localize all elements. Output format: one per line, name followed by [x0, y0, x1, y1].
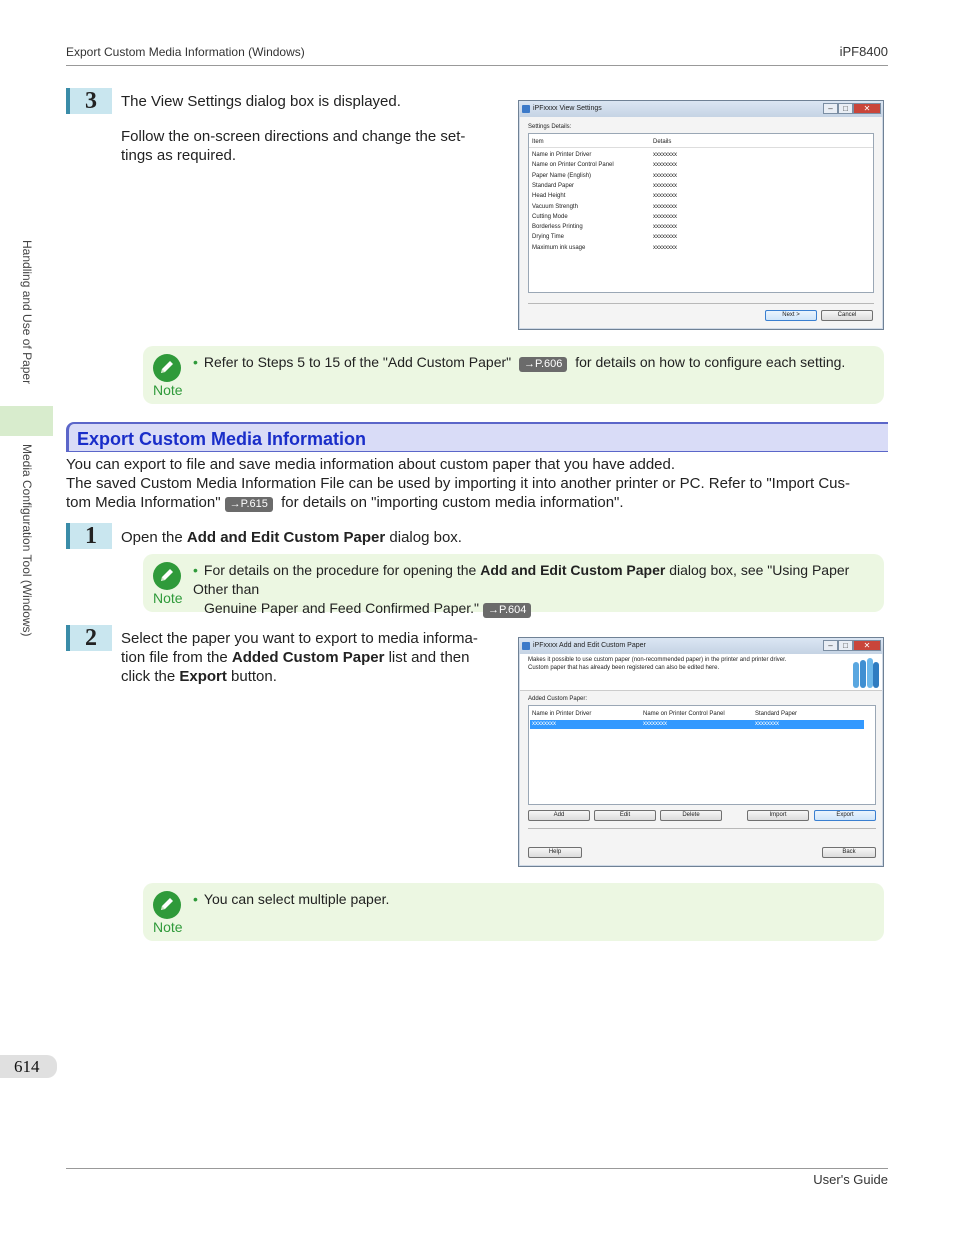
col-header-details: Details	[653, 139, 672, 145]
setting-item-value: xxxxxxxx	[653, 203, 677, 210]
list-item[interactable]	[532, 202, 862, 212]
note-label: Note	[153, 382, 183, 398]
note3-text: • You can select multiple paper.	[193, 891, 390, 907]
note-pencil-icon	[153, 354, 181, 382]
page-ref-link[interactable]: →P.606	[519, 357, 567, 372]
step-number-1: 1	[66, 523, 112, 549]
setting-item-value: xxxxxxxx	[653, 244, 677, 251]
minimize-icon[interactable]: –	[823, 640, 838, 651]
footer-rule	[66, 1168, 888, 1169]
setting-item-name: Vacuum Strength	[532, 203, 578, 210]
help-button[interactable]: Help	[528, 847, 582, 858]
close-icon[interactable]: ✕	[853, 640, 881, 651]
sidebar-section: Media Configuration Tool (Windows)	[20, 444, 34, 637]
col-header-driver-name: Name in Printer Driver	[532, 711, 592, 717]
setting-item-value: xxxxxxxx	[653, 234, 677, 241]
setting-item-value: xxxxxxxx	[653, 152, 677, 158]
dialog-banner	[520, 654, 882, 690]
list-item[interactable]	[532, 171, 862, 181]
dialog-titlebar: iPFxxxx Add and Edit Custom Paper – □ ✕	[519, 638, 883, 654]
step2-text: Select the paper you want to export to media informa- tion file from the Added Custom Paper list and then click the Export button.	[121, 630, 478, 685]
sidebar-tab-marker	[0, 406, 53, 436]
list-item[interactable]	[532, 191, 862, 201]
bullet-icon: •	[193, 562, 198, 578]
page-number-tab	[0, 1055, 57, 1078]
banner-description: Makes it possible to use custom paper (non-recommended paper) in the printer and printer driver. Custom paper that has already been registered can also be edited here.	[528, 657, 787, 671]
list-item[interactable]	[532, 243, 862, 253]
settings-list[interactable]	[528, 133, 874, 293]
section-intro: You can export to file and save media information about custom paper that you have added. The saved Custom Media Information File can be used by importing it into another printer or PC. Refer to "Import Cus- tom Media Information" →P.615 for details on "importing custom media information".	[66, 456, 851, 511]
setting-item-name: Name in Printer Driver	[532, 152, 592, 158]
back-button[interactable]: Back	[822, 847, 876, 858]
close-icon[interactable]: ✕	[853, 103, 881, 114]
setting-item-name: Head Height	[532, 193, 566, 200]
running-header-model: iPF8400	[839, 44, 888, 59]
added-custom-paper-list[interactable]	[528, 705, 876, 805]
list-item[interactable]	[532, 232, 862, 242]
delete-button[interactable]: Delete	[660, 810, 722, 821]
edit-button[interactable]: Edit	[594, 810, 656, 821]
step1-text: Open the Add and Edit Custom Paper dialog box.	[121, 529, 462, 546]
bullet-icon: •	[193, 354, 198, 370]
col-header-item: Item	[532, 139, 544, 145]
section-title: Export Custom Media Information	[77, 429, 367, 449]
dialog-titlebar: iPFxxxx View Settings – □ ✕	[519, 101, 883, 117]
sidebar-chapter: Handling and Use of Paper	[20, 240, 34, 385]
export-button[interactable]: Export	[814, 810, 876, 821]
setting-item-name: Name on Printer Control Panel	[532, 162, 614, 169]
next-button[interactable]: Next >	[765, 310, 817, 321]
app-icon	[522, 642, 530, 650]
setting-item-value: xxxxxxxx	[653, 172, 677, 179]
paper-rolls-icon	[850, 656, 880, 690]
maximize-icon[interactable]: □	[838, 640, 853, 651]
add-edit-custom-paper-dialog	[518, 637, 884, 867]
setting-item-value: xxxxxxxx	[653, 193, 677, 200]
setting-item-name: Paper Name (English)	[532, 172, 592, 179]
table-row[interactable]: xxxxxxxx xxxxxxxx xxxxxxxx	[530, 720, 864, 729]
cancel-button[interactable]: Cancel	[821, 310, 873, 321]
setting-item-value: xxxxxxxx	[653, 224, 677, 231]
list-item[interactable]	[532, 181, 862, 191]
setting-item-value: xxxxxxxx	[653, 162, 677, 169]
maximize-icon[interactable]: □	[838, 103, 853, 114]
list-item[interactable]	[532, 150, 862, 160]
note-pencil-icon	[153, 891, 181, 919]
col-header-standard-paper: Standard Paper	[755, 711, 798, 717]
note-pencil-icon	[153, 562, 181, 590]
note-box-3	[143, 883, 884, 941]
settings-details-label: Settings Details:	[528, 124, 572, 130]
step3-text: The View Settings dialog box is displayed. Follow the on-screen directions and change the set- tings as required.	[121, 93, 466, 164]
bullet-icon: •	[193, 891, 198, 907]
step-number-3: 3	[66, 88, 112, 114]
list-item[interactable]	[532, 222, 862, 232]
page-ref-link[interactable]: →P.604	[483, 603, 531, 618]
note1-text: • Refer to Steps 5 to 15 of the "Add Custom Paper" →P.606 for details on how to configure each setting.	[193, 354, 846, 370]
setting-item-name: Maximum ink usage	[532, 244, 586, 251]
step-number-2: 2	[66, 625, 112, 651]
note-label: Note	[153, 919, 183, 935]
page-number: 614	[14, 1057, 40, 1076]
app-icon	[522, 105, 530, 113]
list-item[interactable]	[532, 212, 862, 222]
view-settings-dialog	[518, 100, 884, 330]
minimize-icon[interactable]: –	[823, 103, 838, 114]
setting-item-name: Drying Time	[532, 234, 565, 241]
header-rule	[66, 65, 888, 66]
list-item[interactable]	[532, 160, 862, 170]
note-label: Note	[153, 590, 183, 606]
section-heading-bar	[66, 422, 888, 452]
setting-item-value: xxxxxxxx	[653, 213, 677, 220]
setting-item-name: Standard Paper	[532, 182, 575, 189]
import-button[interactable]: Import	[747, 810, 809, 821]
setting-item-value: xxxxxxxx	[653, 182, 677, 189]
page-ref-link[interactable]: →P.615	[225, 497, 273, 512]
note-box-1	[143, 346, 884, 404]
note-box-2	[143, 554, 884, 616]
setting-item-name: Borderless Printing	[532, 224, 583, 231]
running-header-title: Export Custom Media Information (Windows)	[66, 45, 305, 59]
add-button[interactable]: Add	[528, 810, 590, 821]
footer-guide-name: User's Guide	[813, 1172, 888, 1187]
note2-text: • For details on the procedure for opening the Add and Edit Custom Paper dialog box, see "Using Paper Other than Genuine Paper and Feed Confirmed Paper." →P.604	[193, 562, 850, 616]
setting-item-name: Cutting Mode	[532, 213, 568, 220]
col-header-panel-name: Name on Printer Control Panel	[643, 711, 725, 717]
added-custom-paper-label: Added Custom Paper:	[528, 696, 588, 702]
